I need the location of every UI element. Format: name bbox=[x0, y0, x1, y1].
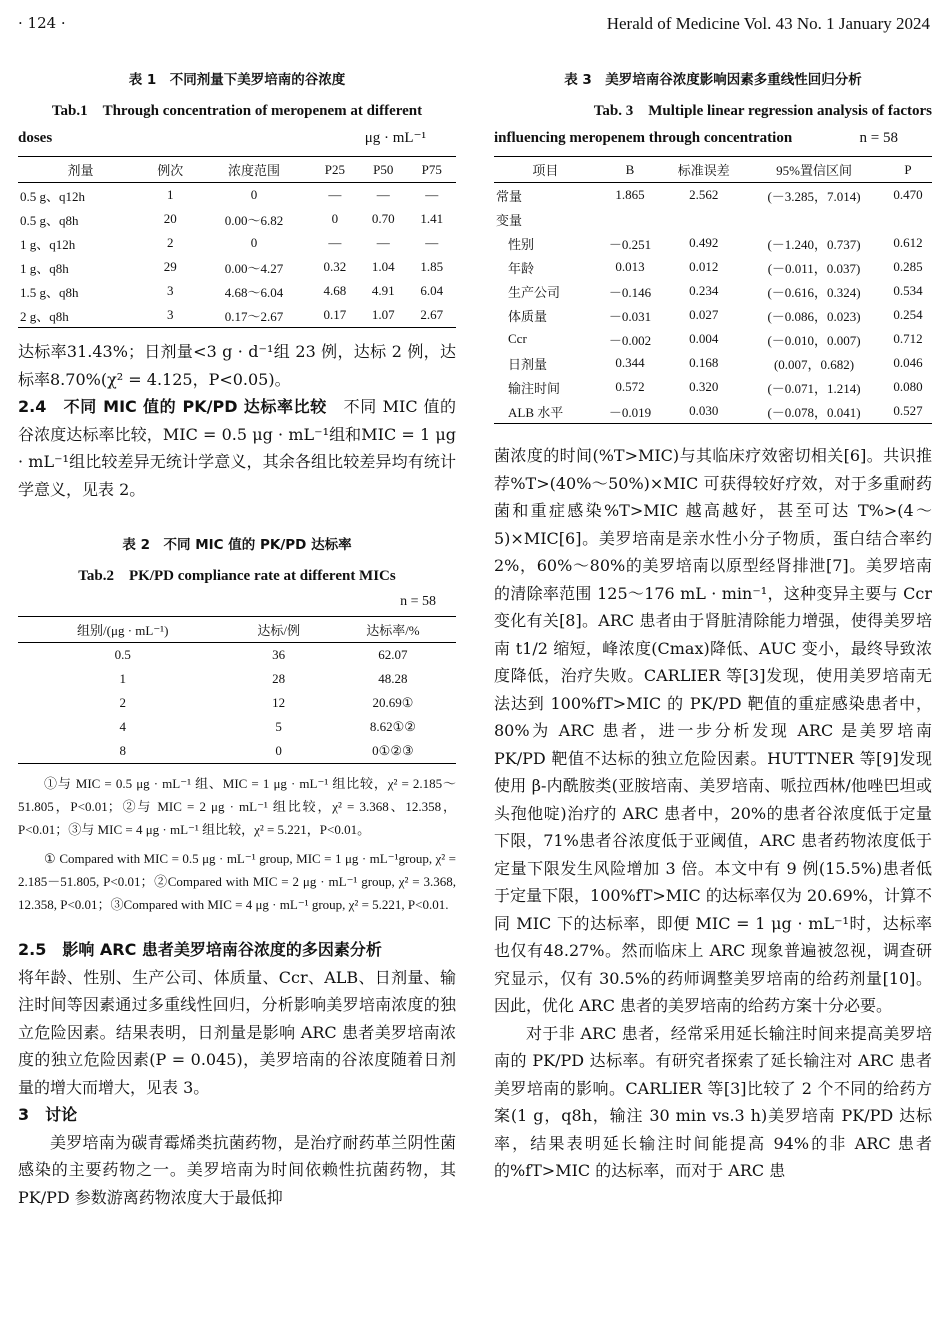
table-row bbox=[18, 667, 456, 691]
table-cell: (－3.285，7.014) bbox=[767, 188, 861, 204]
table-cell: 0.027 bbox=[689, 307, 719, 322]
section-2-5-title: 2.5 影响 ARC 患者美罗培南谷浓度的多因素分析 bbox=[18, 940, 382, 959]
table1 bbox=[18, 156, 456, 328]
table-cell: 2 bbox=[119, 695, 126, 710]
table-cell: －0.002 bbox=[608, 332, 652, 348]
table-cell: －0.019 bbox=[597, 399, 664, 424]
table-row bbox=[494, 279, 932, 303]
table-cell: 0.470 bbox=[893, 187, 923, 202]
table-cell: — bbox=[328, 187, 342, 202]
right-para1: 菌浓度的时间(%T>MIC)与其临床疗效密切相关[6]。共识推荐%T>(40%～50%)×MIC 可获得较好疗效，对于多重耐药菌和重症感染%T>MIC 越高越好，甚至可达 T%>(4～5)×MIC[6]。美罗培南是亲水性小分子物质，蛋白结合率约 2%，60%～80%的美罗培南以原型经肾排泄[7]。美罗培南的清除率范围 125～176 mL · min⁻¹，这种变异主要与 Ccr 变化有关[8]。ARC 患者由于肾脏清除能力增强，使得美罗培南 t1/2 缩短，峰浓度(Cmax)降低、AUC 变小，最终导致浓度降低，治疗失败。CARLIER 等[3]发现，使用美罗培南无法达到 100%fT>MIC 的 PK/PD 靶值的重症感染患者中，80%为 ARC 患者，进一步分析发现 ARC 是美罗培南 PK/PD 靶值不达标的独立危险因素。HUTTNER 等[9]发现使用 β-内酰胺类(亚胺培南、美罗培南、哌拉西林/他唑巴坦或头孢他啶)治疗的 ARC 患者中，20%的患者谷浓度低于定量下限，71%患者谷浓度低于亚阈值，ARC 患者药物浓度低于定量下限发生风险增加 3 倍。本文中有 9 例(15.5%)患者低于定量下限，100%fT>MIC 的达标率仅为 20.69%，计算不同 MIC 下的达标率，即便 MIC = 1 μg · mL⁻¹时，达标率也仅有48.27%。然而临床上 ARC 现象普遍被忽视，调查研究显示，仅有 30.5%的药师调整美罗培南的给药剂量[10]。因此，优化 ARC 患者的美罗培南的给药方案十分必要。 bbox=[494, 446, 932, 1015]
table3-caption-en-line2: influencing meropenem through concentration bbox=[494, 130, 793, 146]
table-cell: 0.046 bbox=[893, 355, 923, 370]
table-cell: －0.146 bbox=[608, 284, 652, 300]
table-row bbox=[18, 303, 456, 328]
table-cell: 0.168 bbox=[689, 355, 719, 370]
left-column bbox=[18, 62, 456, 1211]
table1-header-cell: 例次 bbox=[143, 157, 197, 183]
table-cell: 4.68 bbox=[323, 283, 347, 298]
table-cell: －0.031 bbox=[608, 308, 652, 324]
table-cell: 0.527 bbox=[884, 399, 932, 424]
table3-header-cell: P bbox=[884, 157, 932, 183]
table-cell: — bbox=[425, 187, 439, 202]
table-cell: 8.62①② bbox=[369, 719, 416, 734]
table-cell: 0.234 bbox=[689, 283, 719, 298]
section-2-5 bbox=[18, 936, 456, 1211]
table-row bbox=[494, 303, 932, 327]
table2 bbox=[18, 616, 456, 764]
table2-note-cn: ①与 MIC = 0.5 μg · mL⁻¹ 组、MIC = 1 μg · mL⁻¹ 组比较，χ² = 2.185～51.805，P<0.01；②与 MIC = 2 μg · mL⁻¹ 组比较，χ² = 3.368、12.358，P<0.01；③与 MIC = 4 μg · mL⁻¹ 组比较，χ² = 5.221，P<0.01。 bbox=[18, 776, 456, 837]
table1-header-cell: 剂量 bbox=[18, 157, 143, 183]
table-cell: 6.04 bbox=[420, 283, 444, 298]
table-cell bbox=[597, 207, 664, 231]
table-cell: (0.007，0.682) bbox=[773, 356, 855, 372]
table3-header-cell: 项目 bbox=[494, 157, 597, 183]
table-row bbox=[18, 231, 456, 255]
table-row bbox=[18, 279, 456, 303]
table-cell: 8 bbox=[18, 739, 227, 764]
table3-header-cell: 95%置信区间 bbox=[744, 157, 884, 183]
table-cell: 12 bbox=[272, 695, 286, 710]
table2-n: n = 58 bbox=[400, 594, 436, 609]
table-cell: 0 bbox=[250, 187, 258, 202]
table3-caption-cn: 表 3 美罗培南谷浓度影响因素多重线性回归分析 bbox=[564, 72, 862, 88]
table-cell: 4.68～6.04 bbox=[224, 284, 284, 300]
table-row bbox=[494, 399, 932, 424]
table-cell: 1 g、q8h bbox=[20, 260, 69, 276]
table-cell: 0.320 bbox=[689, 379, 719, 394]
table-cell: 常量 bbox=[496, 188, 523, 204]
table-cell: 20 bbox=[163, 211, 177, 226]
table-cell: (－0.071，1.214) bbox=[767, 380, 861, 396]
table-cell: 0.32 bbox=[323, 259, 347, 274]
table2-notes bbox=[18, 772, 456, 916]
table1-header-cell: 浓度范围 bbox=[197, 157, 310, 183]
table-row bbox=[494, 231, 932, 255]
table-cell: 36 bbox=[272, 647, 286, 662]
table-cell: Ccr bbox=[508, 331, 527, 346]
table-cell: 0.00～6.82 bbox=[224, 212, 284, 228]
table-row bbox=[494, 207, 932, 231]
table-cell: 1 g、q12h bbox=[20, 236, 76, 252]
table2-note-en: ① Compared with MIC = 0.5 μg · mL⁻¹ group, MIC = 1 μg · mL⁻¹group, χ² = 2.185－51.805, P<0.01；②Compared with MIC = 2 μg · mL⁻¹ group, χ² = 3.368, 12.358, P<0.01；③Compared with MIC = 4 μg · mL⁻¹ group, χ² = 5.221, P<0.01. bbox=[18, 851, 456, 912]
table-cell: 0.492 bbox=[689, 235, 719, 250]
section-2-5-text: 将年龄、性别、生产公司、体质量、Ccr、ALB、日剂量、输注时间等因素通过多重线性回归，分析影响美罗培南浓度的独立危险因素。结果表明，日剂量是影响 ARC 患者美罗培南浓度的独立危险因素(P = 0.045)，美罗培南的谷浓度随着日剂量的增大而增大，见表 3。 bbox=[18, 967, 456, 1097]
table-cell: — bbox=[328, 235, 342, 250]
table1-caption-en-line1: Tab.1 Through concentration of meropenem at different bbox=[51, 103, 423, 119]
table-cell: (－0.086，0.023) bbox=[767, 308, 861, 324]
table-cell: (－1.240，0.737) bbox=[767, 236, 861, 252]
table1-caption-en bbox=[18, 98, 456, 152]
table1-caption-en-line2: doses bbox=[18, 130, 53, 146]
table-cell: — bbox=[425, 235, 439, 250]
table-cell: 0.17 bbox=[311, 303, 359, 328]
section-2-4-title: 2.4 不同 MIC 值的 PK/PD 达标率比较 bbox=[18, 397, 327, 416]
table-cell: 4.91 bbox=[371, 283, 395, 298]
table-cell: 0.012 bbox=[689, 259, 719, 274]
table-cell: 生产公司 bbox=[508, 284, 561, 300]
table-cell: 0.004 bbox=[689, 331, 719, 346]
table-cell: 0 bbox=[250, 235, 258, 250]
table-cell: 0.572 bbox=[615, 379, 645, 394]
table-cell bbox=[744, 207, 884, 231]
table-cell: 0.5 bbox=[114, 647, 131, 662]
table-cell bbox=[884, 207, 932, 231]
table-cell: 0.17～2.67 bbox=[197, 303, 310, 328]
table-cell: 1.04 bbox=[371, 259, 395, 274]
table-cell: — bbox=[376, 235, 390, 250]
table-cell: 1.07 bbox=[359, 303, 407, 328]
table-cell: 0.013 bbox=[615, 259, 645, 274]
table-row bbox=[494, 327, 932, 351]
table-cell: 0.080 bbox=[893, 379, 923, 394]
table-cell: 2 bbox=[166, 235, 174, 250]
table-cell: 28 bbox=[272, 671, 286, 686]
table-row bbox=[18, 691, 456, 715]
table-cell: — bbox=[376, 187, 390, 202]
table2-caption-cn: 表 2 不同 MIC 值的 PK/PD 达标率 bbox=[122, 537, 352, 553]
table-cell: 2.562 bbox=[689, 187, 719, 202]
table-cell: (－0.078，0.041) bbox=[744, 399, 884, 424]
table-row bbox=[18, 715, 456, 739]
table-cell: 62.07 bbox=[378, 647, 408, 662]
table1-header-cell: P25 bbox=[311, 157, 359, 183]
table-cell: 0.70 bbox=[371, 211, 395, 226]
table1-caption-cn: 表 1 不同剂量下美罗培南的谷浓度 bbox=[128, 72, 346, 88]
table-cell: 性别 bbox=[508, 236, 535, 252]
table-row bbox=[18, 739, 456, 764]
table-cell: 2 g、q8h bbox=[18, 303, 143, 328]
table1-header-cell: P50 bbox=[359, 157, 407, 183]
table-cell: 体质量 bbox=[508, 308, 548, 324]
table-cell: 20.69① bbox=[372, 695, 414, 710]
table-cell: 1.85 bbox=[420, 259, 444, 274]
table-cell: 年龄 bbox=[508, 260, 535, 276]
table-cell bbox=[663, 207, 744, 231]
table-cell: 1 bbox=[119, 671, 126, 686]
table-row bbox=[494, 351, 932, 375]
table-cell: 29 bbox=[163, 259, 177, 274]
table3-header-cell: 标准误差 bbox=[663, 157, 744, 183]
right-para2: 对于非 ARC 患者，经常采用延长输注时间来提高美罗培南的 PK/PD 达标率。有研究者探索了延长输注对 ARC 患者美罗培南的影响。CARLIER 等[3]比较了 2 个不同的给药方案(1 g，q8h，输注 30 min vs.3 h)美罗培南 PK/PD 达标率，结果表明延长输注时间能提高 94%的非 ARC 患者的%fT>MIC 的达标率，而对于 ARC 患 bbox=[494, 1023, 932, 1180]
table-cell: 1.41 bbox=[420, 211, 444, 226]
table-row bbox=[494, 183, 932, 208]
section-3-title: 3 讨论 bbox=[18, 1105, 78, 1124]
table-cell: 3 bbox=[166, 283, 174, 298]
table-cell: 1.865 bbox=[615, 187, 645, 202]
table-cell: 日剂量 bbox=[508, 356, 548, 372]
table-cell: 0.5 g、q8h bbox=[20, 212, 79, 228]
right-column bbox=[494, 62, 932, 1185]
table-cell: 变量 bbox=[496, 212, 523, 228]
table-cell: 0.612 bbox=[893, 235, 923, 250]
section-2-4-text: 不同 MIC 值的谷浓度达标率比较，MIC = 0.5 μg · mL⁻¹组和MIC = 1 μg · mL⁻¹组比较差异无统计学意义，其余各组比较差异均有统计学意义，见表 2。 bbox=[18, 397, 456, 499]
table-row bbox=[18, 643, 456, 668]
table-cell: 0.254 bbox=[893, 307, 923, 322]
table-row bbox=[494, 375, 932, 399]
table-cell: ALB 水平 bbox=[494, 399, 597, 424]
table-cell: 2.67 bbox=[408, 303, 456, 328]
table-row bbox=[18, 183, 456, 208]
table-cell: 5 bbox=[275, 719, 282, 734]
table-cell: (－0.010，0.007) bbox=[767, 332, 861, 348]
table-cell: 1 bbox=[166, 187, 174, 202]
table-cell: 1.5 g、q8h bbox=[20, 284, 79, 300]
table1-header-cell: P75 bbox=[408, 157, 456, 183]
table2-header-cell: 组别/(μg · mL⁻¹) bbox=[18, 617, 227, 643]
table-cell: (－0.011，0.037) bbox=[767, 260, 861, 276]
table2-caption-en: Tab.2 PK/PD compliance rate at different MICs bbox=[78, 568, 396, 584]
table1-unit: μg · mL⁻¹ bbox=[364, 130, 426, 146]
table3-n: n = 58 bbox=[859, 130, 898, 146]
table-cell: 0.285 bbox=[893, 259, 923, 274]
table3-caption-en bbox=[494, 98, 932, 152]
table-cell: 0.5 g、q12h bbox=[20, 188, 86, 204]
table2-header-cell: 达标/例 bbox=[227, 617, 329, 643]
right-body bbox=[494, 442, 932, 1185]
table-row bbox=[18, 207, 456, 231]
table-cell: 输注时间 bbox=[508, 380, 561, 396]
table-cell: 3 bbox=[143, 303, 197, 328]
section-3-text: 美罗培南为碳青霉烯类抗菌药物，是治疗耐药革兰阴性菌感染的主要药物之一。美罗培南为时间依赖性抗菌药物，其 PK/PD 参数游离药物浓度大于最低抑 bbox=[18, 1132, 456, 1207]
section-2-4 bbox=[18, 393, 456, 503]
table-row bbox=[494, 255, 932, 279]
table-cell: 0.00～4.27 bbox=[224, 260, 284, 276]
table-cell: 0 bbox=[331, 211, 339, 226]
table3 bbox=[494, 156, 932, 424]
table-cell: 0①②③ bbox=[330, 739, 456, 764]
table-cell: (－0.616，0.324) bbox=[767, 284, 861, 300]
table-cell: 4 bbox=[119, 719, 126, 734]
page-number: · 124 · bbox=[18, 14, 66, 32]
table-cell: －0.251 bbox=[608, 236, 652, 252]
table-cell: 48.28 bbox=[378, 671, 408, 686]
table3-header-cell: B bbox=[597, 157, 664, 183]
table-cell: 0 bbox=[227, 739, 329, 764]
table3-caption-en-line1: Tab. 3 Multiple linear regression analysis of factors bbox=[593, 103, 932, 119]
table-cell: 0.712 bbox=[893, 331, 923, 346]
table-cell: 0.534 bbox=[893, 283, 923, 298]
table-cell: 0.030 bbox=[663, 399, 744, 424]
table2-header-cell: 达标率/% bbox=[330, 617, 456, 643]
journal-header: Herald of Medicine Vol. 43 No. 1 January 2024 bbox=[606, 14, 930, 33]
table-cell: 0.344 bbox=[615, 355, 645, 370]
left-para1: 达标率31.43%；日剂量<3 g · d⁻¹组 23 例，达标 2 例，达标率8.70%(χ² = 4.125，P<0.05)。 bbox=[18, 342, 456, 389]
table-row bbox=[18, 255, 456, 279]
